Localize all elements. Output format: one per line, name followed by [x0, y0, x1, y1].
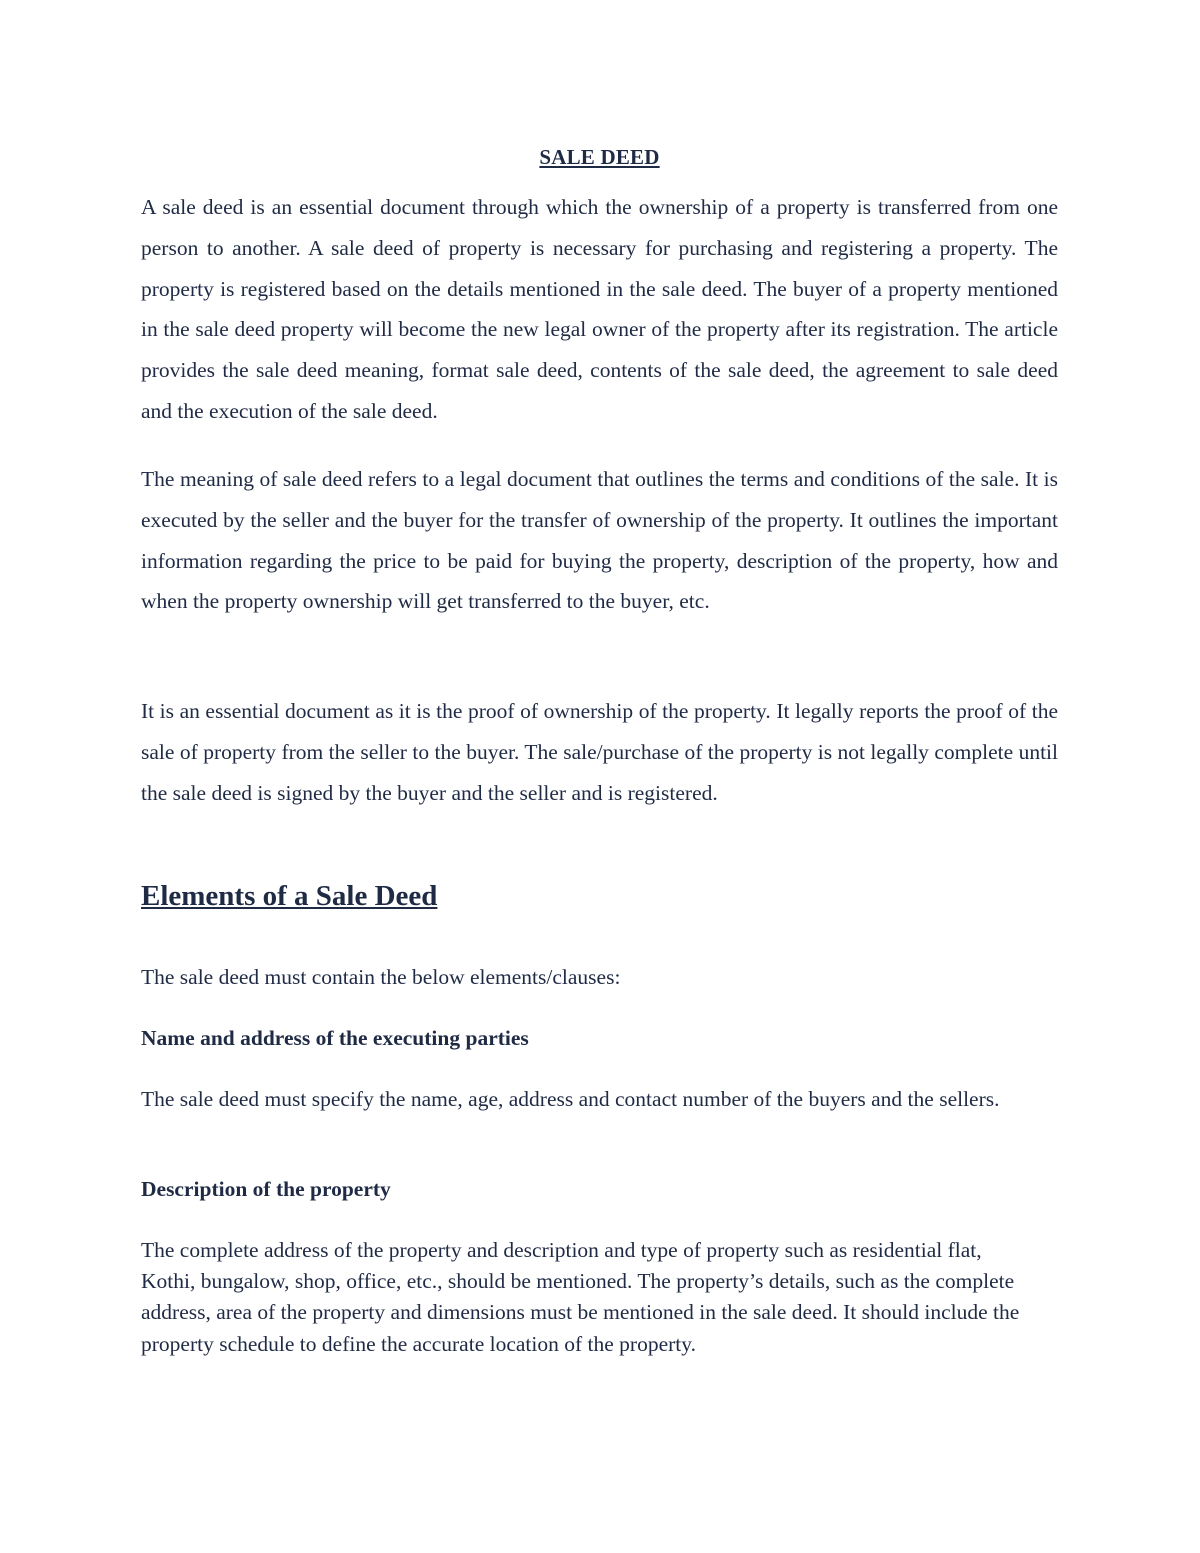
- clause-text-parties: The sale deed must specify the name, age, address and contact number of the buyers and the sellers.: [141, 1087, 1000, 1111]
- document-title: SALE DEED: [539, 145, 660, 169]
- paragraph-meaning: The meaning of sale deed refers to a legal document that outlines the terms and conditions of the sale. It is executed by the seller and the buyer for the transfer of ownership of the property. It outlines the important information regarding the price to be paid for buying the property, description of the property, how and when the property ownership will get transferred to the buyer, etc.: [141, 467, 1058, 614]
- clause-heading-parties: Name and address of the executing parties: [141, 1026, 529, 1050]
- paragraph-intro: A sale deed is an essential document through which the ownership of a property is transferred from one person to another. A sale deed of property is necessary for purchasing and registering a property. The property is registered based on the details mentioned in the sale deed. The buyer of a property mentioned in the sale deed property will become the new legal owner of the property after its registration. The article provides the sale deed meaning, format sale deed, contents of the sale deed, the agreement to sale deed and the execution of the sale deed.: [141, 195, 1058, 423]
- section-intro: The sale deed must contain the below elements/clauses:: [141, 965, 621, 989]
- section-heading: Elements of a Sale Deed: [141, 880, 438, 912]
- clause-text-property: The complete address of the property and description and type of property such as residential flat, Kothi, bungalow, shop, office, etc., should be mentioned. The property’s details, such as the complete address, area of the property and dimensions must be mentioned in the sale deed. It should include the property schedule to define the accurate location of the property.: [141, 1238, 1020, 1356]
- paragraph-importance: It is an essential document as it is the proof of ownership of the property. It legally reports the proof of the sale of property from the seller to the buyer. The sale/purchase of the property is not legally complete until the sale deed is signed by the buyer and the seller and is registered.: [141, 699, 1058, 805]
- clause-heading-property: Description of the property: [141, 1177, 391, 1201]
